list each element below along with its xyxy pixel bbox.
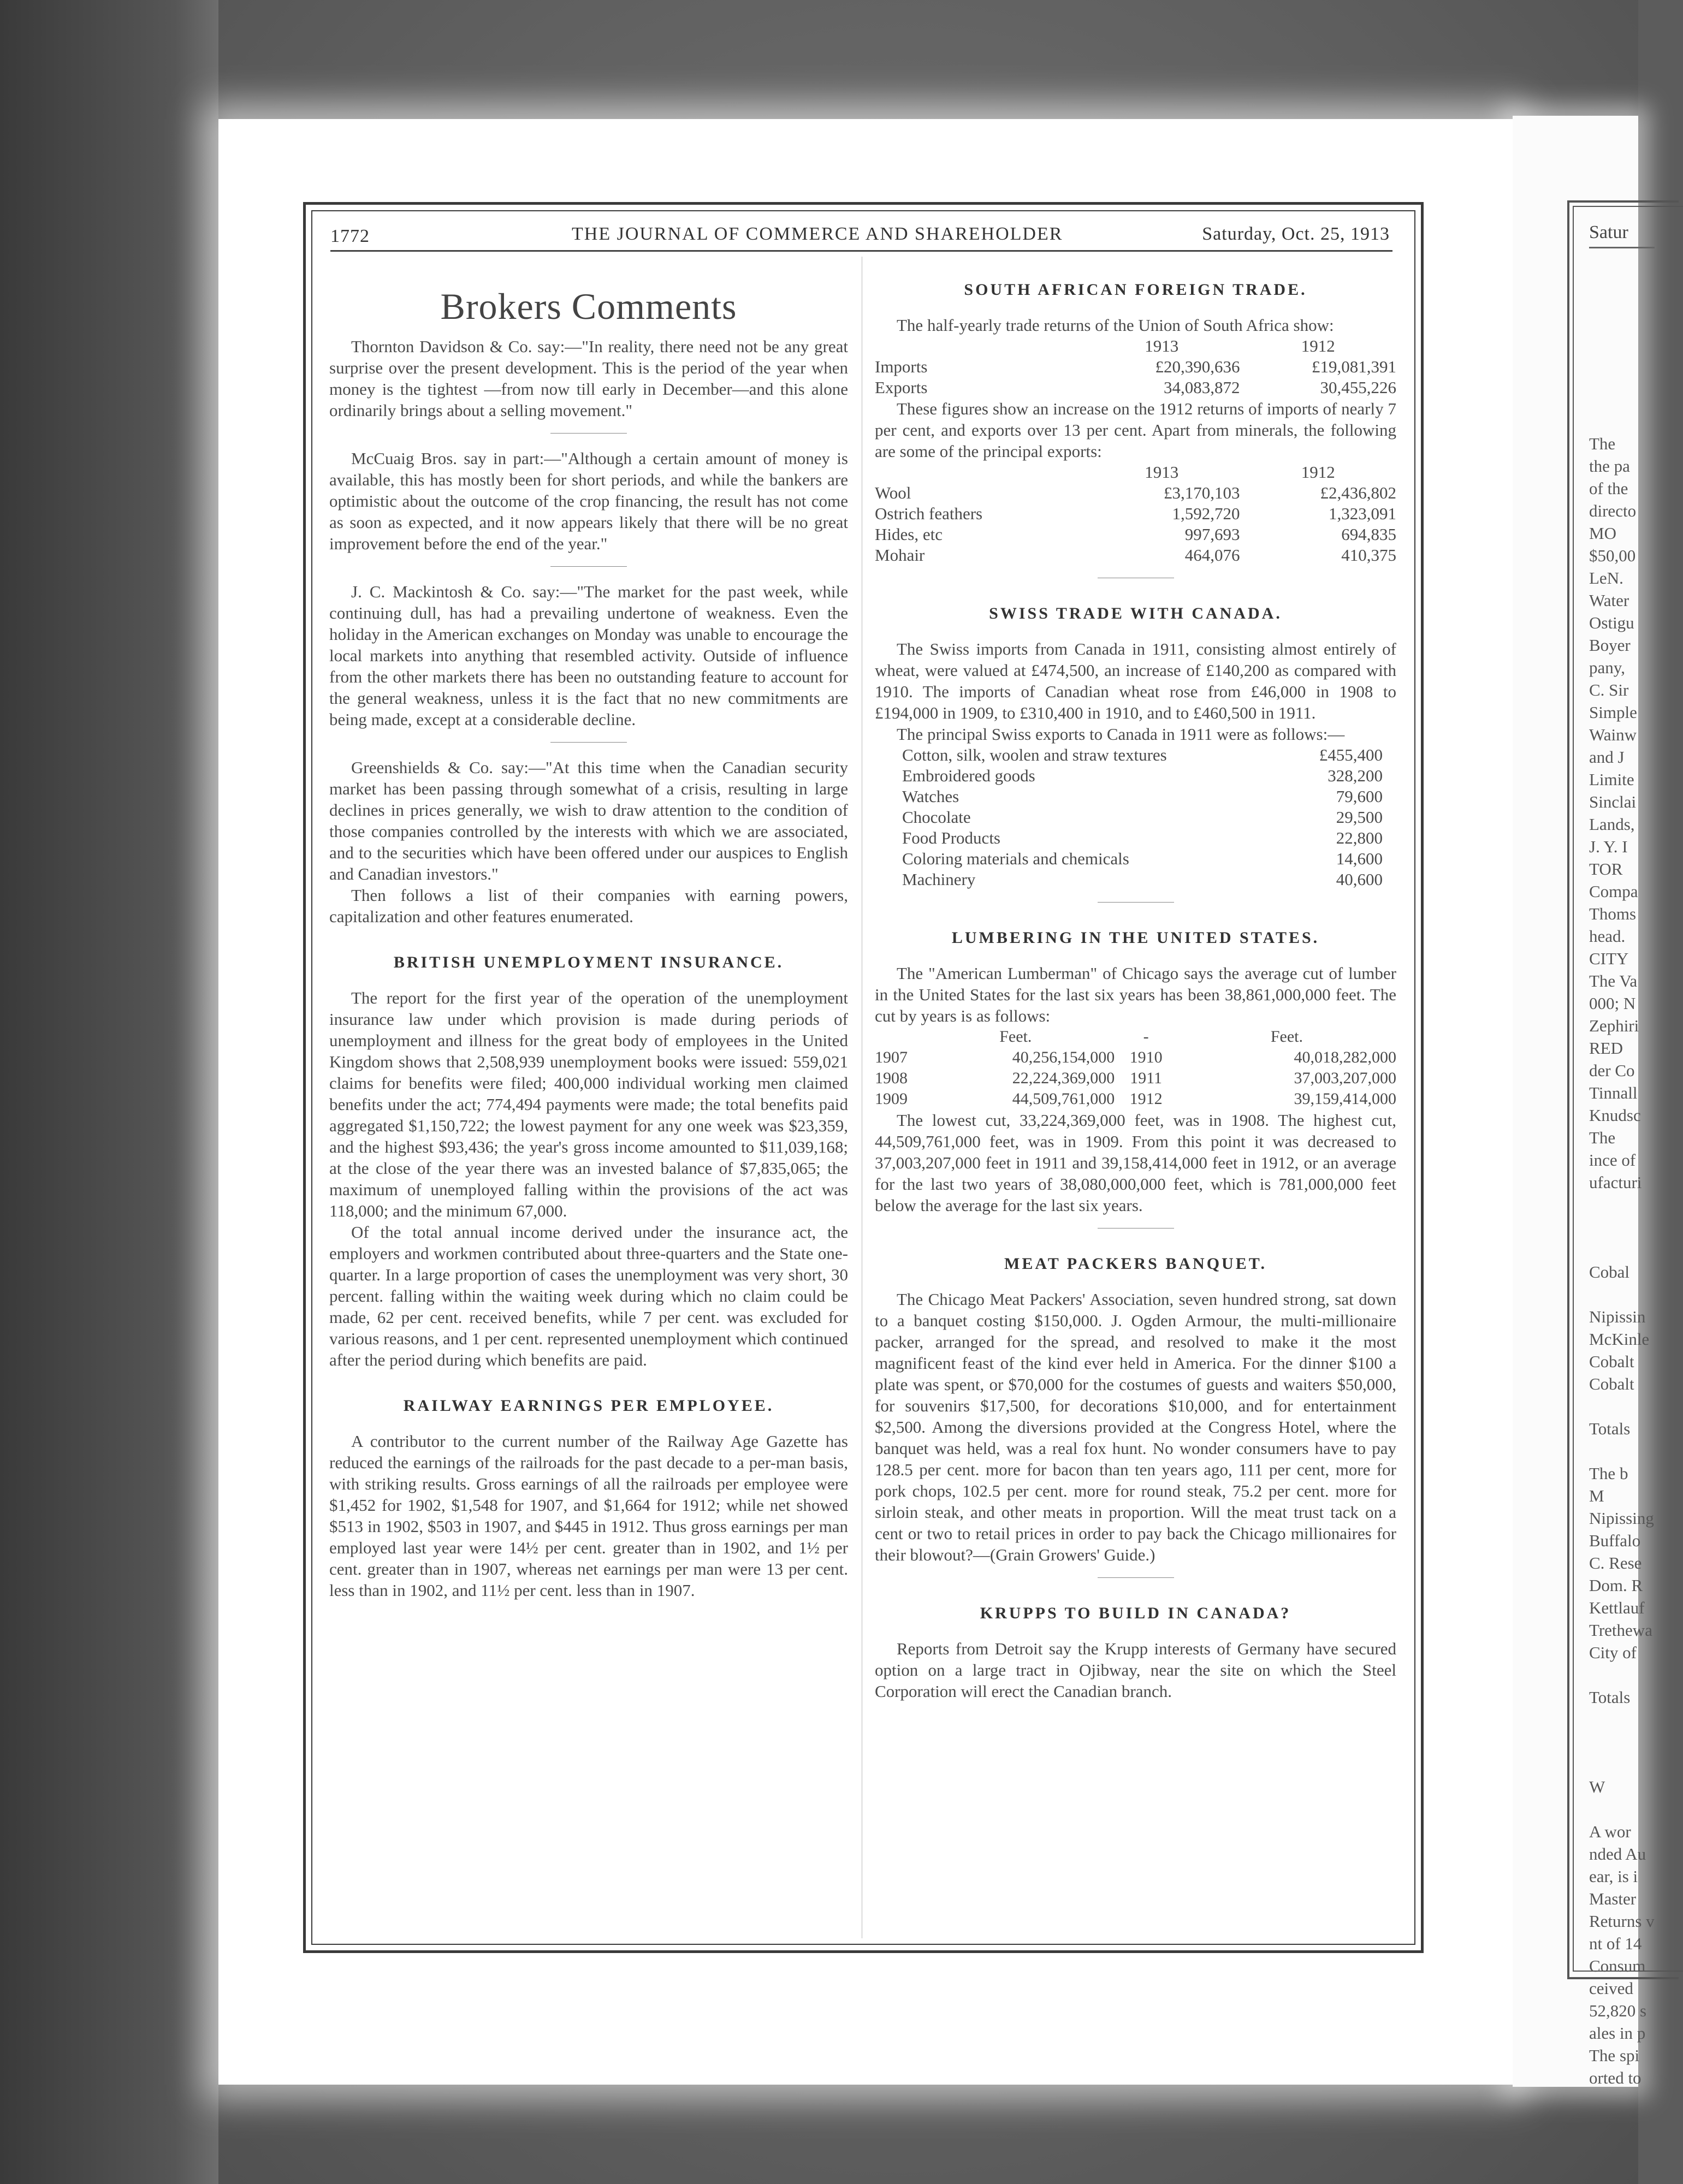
adjacent-page-line: The [1589,1128,1616,1147]
heading-krupps: KRUPPS TO BUILD IN CANADA? [980,1604,1291,1622]
adjacent-page-header: Satur [1589,222,1628,242]
paragraph: Thornton Davidson & Co. say:—"In reality, there need not be any great surprise over the present development. This is the period of the year when money is the tightest —from now till early in December—and this alone ordinarily brings about a selling movement." [329,337,848,420]
adjacent-page-line: nt of 14 [1589,1934,1642,1953]
paragraph: Of the total annual income derived under the insurance act, the employers and workmen contributed about three-quarters and the State one-quarter. In a large proportion of cases the unemployment was very short, 30 percent. falling within the waiting week during which no claim could be made, 62 per cent. received benefits, while 7 per cent. was excluded for various reasons, and 1 per cent. represented unemployment which continued after the period during which benefits are paid. [329,1222,848,1369]
row-label: Ostrich feathers [875,504,983,523]
table-row [902,869,1383,890]
adjacent-page-line: McKinle [1589,1330,1650,1349]
table-row [875,545,1396,566]
adjacent-page-line: Cobal [1589,1262,1630,1281]
year-cell: 1912 [1129,1090,1163,1108]
table-row [875,1068,1396,1089]
cell-value: 34,083,872 [1164,378,1240,397]
cell-value: 37,003,207,000 [1294,1069,1396,1087]
adjacent-page-line: M [1589,1486,1604,1505]
separator [550,742,627,743]
adjacent-page-line: RED [1589,1038,1623,1058]
heading-railway-earnings: RAILWAY EARNINGS PER EMPLOYEE. [403,1397,774,1415]
paragraph: Then follows a list of their companies with earning powers, capitalization and other features enumerated. [329,886,848,926]
table-row [875,524,1396,545]
paragraph: The Swiss imports from Canada in 1911, consisting almost entirely of wheat, were valued at £474,500, an increase of £140,200 as compared with 1910. The imports of Canadian wheat rose from £46,000 in 1908 to £194,000 in 1909, to £310,400 in 1910, and to £460,500 in 1911. [875,639,1396,722]
adjacent-page-line: pany, [1589,658,1625,677]
paragraph: McCuaig Bros. say in part:—"Although a certain amount of money is available, this has mostly been for short periods, and while the bankers are optimistic about the outcome of the crop financing, the result has not come as soon as expected, and it now appears likely that there will be no great improvement before the end of the year." [329,449,848,553]
scanner-edge-shadow [0,0,218,2184]
table-row [902,848,1383,869]
cell-value: 22,800 [1336,828,1383,847]
adjacent-page-line: and J [1589,747,1625,767]
adjacent-page-line: Cobalt [1589,1352,1634,1371]
adjacent-page-line: of the [1589,479,1628,498]
separator [1098,902,1174,903]
year-cell: 1909 [875,1090,908,1108]
adjacent-page-line: der Co [1589,1061,1635,1080]
column-header: Feet. [999,1028,1032,1046]
adjacent-page-line: Totals [1589,1688,1631,1707]
paragraph: The report for the first year of the operation of the unemployment insurance law under which provision is made during periods of unemployment and illness for the great body of employees in the United Kingdom shows that 2,508,939 unemployment books were issued: 559,021 claims for benefits were filed; 400,000 individual working men claimed benefits under the act; 774,494 payments were made; the total benefits paid aggregated $1,150,722; the lowest payment for any one week was $23,359, and the highest $93,436; the year's gross income amounted to $11,039,168; at the close of the year there was an invested balance of $7,835,065; the maximum of unemployed falling within the provisions of the act was 118,000; and the minimum 67,000. [329,988,848,1220]
paragraph: These figures show an increase on the 1912 returns of imports of nearly 7 per cent, and exports over 13 per cent. Apart from minerals, the following are some of the principal exports: [875,399,1396,461]
table-row [902,745,1383,765]
adjacent-page-line: Buffalo [1589,1531,1641,1550]
separator [550,433,627,434]
paragraph: The Chicago Meat Packers' Association, seven hundred strong, sat down to a banquet costing $150,000. J. Ogden Armour, the multi-millionaire packer, arranged for the spread, and resolved to make it the most magnificent feast of the kind ever held in America. For the dinner $100 a plate was spent, or $70,000 for the costumes of guests and waiters $50,000, for souvenirs $17,500, for decorations $10,000, and for entertainment $2,500. Among the diversions provided at the Congress Hotel, where the banquet was held, was a real fox hunt. No wonder consumers have to pay 128.5 per cent. more for bacon than ten years ago, 111 per cent, more for pork chops, 102.5 per cent. more for round steak, 75.2 per cent. more for sirloin steak, and other meats in proportion. Will the meat trust tack on a cent or two to retail prices in order to pay back the Chicago millionaires for their blowout?—(Grain Growers' Guide.) [875,1290,1396,1564]
adjacent-page-text [1589,432,1666,2089]
table-row [875,1047,1396,1068]
cell-value: £455,400 [1319,745,1383,764]
separator [550,566,627,567]
adjacent-page-line: Kettlauf [1589,1598,1645,1617]
row-label: Food Products [902,828,1000,847]
cell-value: 79,600 [1336,787,1383,806]
adjacent-page-line: Returns v [1589,1912,1655,1931]
adjacent-page-line [1589,1395,1666,1417]
row-label: Cotton, silk, woolen and straw textures [902,745,1167,764]
adjacent-page-line: the pa [1589,456,1630,476]
row-label: Machinery [902,870,976,889]
paragraph: The half-yearly trade returns of the Union of South Africa show: [897,316,1334,335]
adjacent-page-line: Tinnall [1589,1083,1638,1102]
table-row [875,1089,1396,1109]
adjacent-page-line: Trethewa [1589,1621,1652,1640]
journal-title: THE JOURNAL OF COMMERCE AND SHAREHOLDER [572,224,1063,244]
adjacent-page-line [1589,1194,1666,1216]
adjacent-page-line: 000; N [1589,994,1636,1013]
table-row [902,786,1383,807]
heading-lumbering: LUMBERING IN THE UNITED STATES. [951,929,1320,947]
table-row [902,807,1383,828]
adjacent-page-line: Consum [1589,1956,1646,1975]
adjacent-page-line: ufacturi [1589,1173,1642,1192]
adjacent-page-line [1589,1238,1666,1261]
adjacent-page-line [1589,1753,1666,1776]
header-rule [330,250,1392,252]
table-header-row [875,336,1396,357]
adjacent-page-line: Thoms [1589,904,1637,923]
cell-value: £20,390,636 [1155,357,1240,376]
paragraph: Greenshields & Co. say:—"At this time when the Canadian security market has been passing through somewhat of a crisis, resulting in large declines in prices generally, we wish to draw attention to the condition of those companies controlled by the interests with which we are associated, and to the securities which have been offered under our auspices to English and Canadian investors." [329,758,848,883]
adjacent-page-line: head. [1589,927,1626,946]
heading-swiss-trade: SWISS TRADE WITH CANADA. [989,604,1282,622]
adjacent-page-line: directo [1589,501,1637,520]
paragraph: A contributor to the current number of the Railway Age Gazette has reduced the earnings of the railroads for the past decade to a per-man basis, with striking results. Gross earnings of all the railroads per employee were $1,452 for 1902, $1,548 for 1907, and $1,664 for 1912; while net showed $513 in 1902, $503 in 1907, and $445 in 1912. Thus gross earnings per man employed last year were 14½ per cent. greater than in 1902, and 1½ per cent. greater than in 1907, whereas net earnings per man were 13 per cent. less than in 1902, and 11½ per cent. less than in 1907. [329,1432,848,1600]
year-cell: 1908 [875,1069,908,1087]
adjacent-page-line: Nipissing [1589,1509,1654,1528]
year-cell: 1911 [1130,1069,1163,1087]
cell-value: 22,224,369,000 [1012,1069,1115,1087]
adjacent-page-line [1589,1798,1666,1820]
year-header: 1913 [1145,336,1179,355]
adjacent-page-line [1589,1664,1666,1686]
adjacent-page-line: Zephiri [1589,1016,1639,1035]
adjacent-page-line: Knudsc [1589,1106,1641,1125]
adjacent-page-line: The Va [1589,971,1638,990]
adjacent-page-line: Compa [1589,882,1638,901]
left-column [329,261,848,1601]
cell-value: 1,592,720 [1172,504,1240,523]
cell-value: 14,600 [1336,849,1383,868]
year-header: 1912 [1301,462,1335,482]
cell-value: 40,600 [1336,870,1383,889]
adjacent-page-line: Lands, [1589,815,1635,834]
column-dash: - [1143,1028,1149,1046]
row-label: Mohair [875,545,925,565]
cell-value: £2,436,802 [1320,483,1396,502]
cell-value: 40,018,282,000 [1294,1048,1396,1066]
adjacent-page-line: Cobalt [1589,1374,1634,1393]
adjacent-page-line: W [1589,1777,1605,1796]
adjacent-page-line: J. Y. I [1589,837,1628,856]
row-label: Hides, etc [875,525,943,544]
adjacent-page-line: C. Sir [1589,680,1629,699]
cell-value: 44,509,761,000 [1012,1090,1115,1108]
cell-value: 1,323,091 [1329,504,1396,523]
adjacent-page-line: orted to [1589,2068,1641,2087]
adjacent-page-line: ales in p [1589,2023,1646,2043]
adjacent-page-line: The spi [1589,2046,1640,2065]
right-column [875,261,1396,1702]
adjacent-page-line: C. Rese [1589,1553,1642,1572]
adjacent-page-line: Nipissin [1589,1307,1646,1326]
cell-value: 30,455,226 [1320,378,1396,397]
heading-meat-packers: MEAT PACKERS BANQUET. [1004,1255,1267,1273]
adjacent-page-line: Totals [1589,1419,1631,1438]
adjacent-page-line: A wor [1589,1822,1631,1841]
paragraph: J. C. Mackintosh & Co. say:—"The market for the past week, while continuing dull, has had a prevailing undertone of weakness. Even the holiday in the American exchanges on Monday was unable to encourage the local markets into anything that resembled activity. Outside of influence from the other markets there has been no outstanding feature to account for the general weakness, unless it is the fact that no new commitments are being made, except at a considerable decline. [329,582,848,729]
heading-south-african-trade: SOUTH AFRICAN FOREIGN TRADE. [964,281,1307,299]
cell-value: 40,256,154,000 [1012,1048,1115,1066]
lumber-cut-table [875,1026,1396,1109]
row-label: Embroidered goods [902,766,1035,785]
adjacent-page-line: ear, is i [1589,1867,1638,1886]
table-row [875,503,1396,524]
table-header-row [875,462,1396,483]
cell-value: 694,835 [1341,525,1396,544]
adjacent-page-line: Dom. R [1589,1576,1643,1595]
year-cell: 1907 [875,1048,908,1066]
adjacent-page-line: CITY [1589,949,1629,968]
adjacent-page-line: ceived [1589,1979,1633,1998]
adjacent-page-line [1589,1283,1666,1305]
adjacent-page-line: Simple [1589,703,1637,722]
column-header: Feet. [1270,1028,1303,1046]
year-header: 1913 [1145,462,1179,482]
adjacent-page-line: Master [1589,1889,1637,1908]
table-row [902,765,1383,786]
heading-british-unemployment-insurance: BRITISH UNEMPLOYMENT INSURANCE. [393,953,784,971]
cell-value: 997,693 [1184,525,1240,544]
page-number: 1772 [330,226,370,246]
swiss-exports-table [902,745,1383,890]
adjacent-page-line: Limite [1589,770,1634,789]
adjacent-page-line: 52,820 s [1589,2001,1647,2020]
paragraph: The "American Lumberman" of Chicago says the average cut of lumber in the United States for the last six years has been 38,861,000,000 feet. The cut by years is as follows: [875,964,1396,1025]
adjacent-page-line [1589,1216,1666,1238]
adjacent-page-line: MO [1589,524,1616,543]
row-label: Coloring materials and chemicals [902,849,1129,868]
adjacent-page-line: $50,00 [1589,546,1636,565]
table-row [902,828,1383,848]
cell-value: 410,375 [1341,545,1396,565]
table-header-row [875,1026,1396,1047]
cell-value: £3,170,103 [1164,483,1240,502]
adjacent-page-line: ince of [1589,1150,1636,1170]
running-head [330,224,1390,251]
adjacent-page-line: Boyer [1589,636,1631,655]
adjacent-page-line: The b [1589,1464,1628,1483]
cell-value: 464,076 [1184,545,1240,565]
cell-value: £19,081,391 [1312,357,1396,376]
row-label: Exports [875,378,928,397]
paragraph: The principal Swiss exports to Canada in 1911 were as follows:— [897,725,1345,744]
paragraph: The lowest cut, 33,224,369,000 feet, was in 1908. The highest cut, 44,509,761,000 feet, was in 1909. From this point it was decreased to 37,003,207,000 feet in 1911 and 39,158,414,000 feet in 1912, or an average for the last two years of 38,080,000,000 feet, which is 781,000,000 feet below the average for the last six years. [875,1111,1396,1215]
adjacent-page-line [1589,1708,1666,1731]
cell-value: 29,500 [1336,808,1383,827]
adjacent-page-line: Wainw [1589,725,1637,744]
adjacent-page-line: The [1589,434,1616,453]
table-row [875,483,1396,503]
year-cell: 1910 [1129,1048,1163,1066]
row-label: Watches [902,787,959,806]
table-row [875,377,1396,398]
adjacent-page-line: Sinclai [1589,792,1637,811]
adjacent-page-line: Water [1589,591,1629,610]
row-label: Chocolate [902,808,971,827]
adjacent-page-line: Ostigu [1589,613,1634,632]
year-header: 1912 [1301,336,1335,355]
adjacent-page-line: TOR [1589,859,1623,879]
adjacent-page-line [1589,1440,1666,1462]
adjacent-page-line: City of [1589,1643,1637,1662]
adjacent-page-line [1589,1731,1666,1753]
cell-value: 328,200 [1328,766,1383,785]
row-label: Wool [875,483,911,502]
adjacent-page-line: LeN. [1589,568,1623,587]
cell-value: 39,159,414,000 [1294,1090,1396,1108]
separator [1098,1577,1174,1578]
adjacent-page-line: nded Au [1589,1844,1646,1863]
issue-date: Saturday, Oct. 25, 1913 [1202,224,1390,244]
principal-exports-table [875,462,1396,566]
adjacent-page-fragment [1513,116,1655,2087]
adjacent-page-rule [1589,247,1655,248]
table-row [875,357,1396,377]
trade-returns-table [875,336,1396,398]
paragraph: Reports from Detroit say the Krupp interests of Germany have secured option on a large tract in Ojibway, near the site on which the Steel Corporation will erect the Canadian branch. [875,1639,1396,1701]
article-title-brokers-comments: Brokers Comments [440,286,737,327]
row-label: Imports [875,357,928,376]
